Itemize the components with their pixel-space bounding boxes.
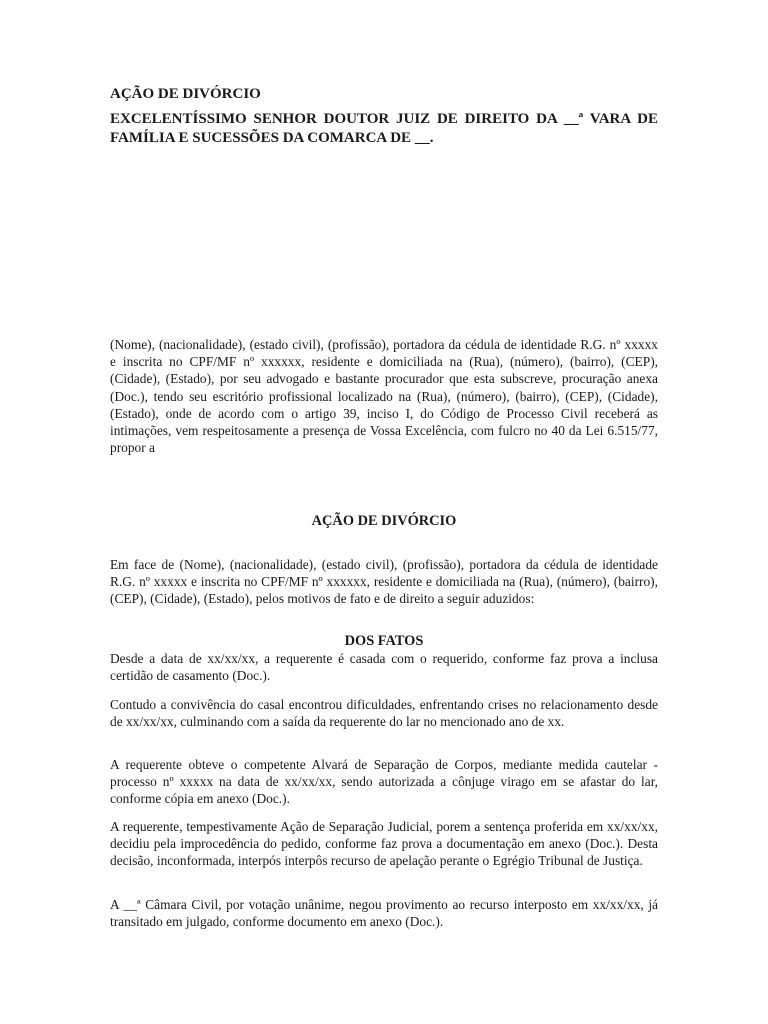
facts-paragraph-1: Desde a data de xx/xx/xx, a requerente é casada com o requerido, conforme faz prova a inclusa certidão de casamento (Doc.). [110,651,658,684]
document-title: AÇÃO DE DIVÓRCIO [110,86,261,102]
qualification-paragraph: (Nome), (nacionalidade), (estado civil), (profissão), portadora da cédula de identidade R.G. nº xxxxx e inscrita no CPF/MF nº xxxxxx, residente e domiciliada na (Rua), (número), (bairro), (CEP), (Cidade), (Estado), por seu advogado e bastante procurador que esta subscreve, procuração anexa (Doc.), tendo seu escritório profissional localizado na (Rua), (número), (bairro), (CEP), (Cidade), (Estado), onde de acordo com o artigo 39, inciso I, do Código de Processo Civil receberá as intimações, vem respeitosamente a presença de Vossa Excelência, com fulcro no 40 da Lei 6.515/77, propor a [110,337,658,456]
addressee-heading: EXCELENTÍSSIMO SENHOR DOUTOR JUIZ DE DIREITO DA __ª VARA DE FAMÍLIA E SUCESSÕES DA COMARCA DE __. [110,111,658,146]
facts-heading: DOS FATOS [344,633,424,649]
facts-paragraph-2: Contudo a convivência do casal encontrou dificuldades, enfrentando crises no relacionamento desde de xx/xx/xx, culminando com a saída da requerente do lar no mencionado ano de xx. [110,697,658,730]
defendant-paragraph: Em face de (Nome), (nacionalidade), (estado civil), (profissão), portadora da cédula de identidade R.G. nº xxxxx e inscrita no CPF/MF nº xxxxxx, residente e domiciliada na (Rua), (número), (bairro), (CEP), (Cidade), (Estado), pelos motivos de fato e de direito a seguir aduzidos: [110,557,658,607]
facts-paragraph-5: A __ª Câmara Civil, por votação unânime, negou provimento ao recurso interposto em xx/xx/xx, já transitado em julgado, conforme documento em anexo (Doc.). [110,897,658,930]
facts-paragraph-4: A requerente, tempestivamente Ação de Separação Judicial, porem a sentença proferida em xx/xx/xx, decidiu pela improcedência do pedido, conforme faz prova a documentação em anexo (Doc.). Desta decisão, inconformada, interpós interpôs recurso de apelação perante o Egrégio Tribunal de Justiça. [110,819,658,869]
facts-paragraph-3: A requerente obteve o competente Alvará de Separação de Corpos, mediante medida cautelar - processo nº xxxxx na data de xx/xx/xx, sendo autorizada a cônjuge virago em se afastar do lar, conforme cópia em anexo (Doc.). [110,757,658,807]
action-title: AÇÃO DE DIVÓRCIO [311,513,457,529]
